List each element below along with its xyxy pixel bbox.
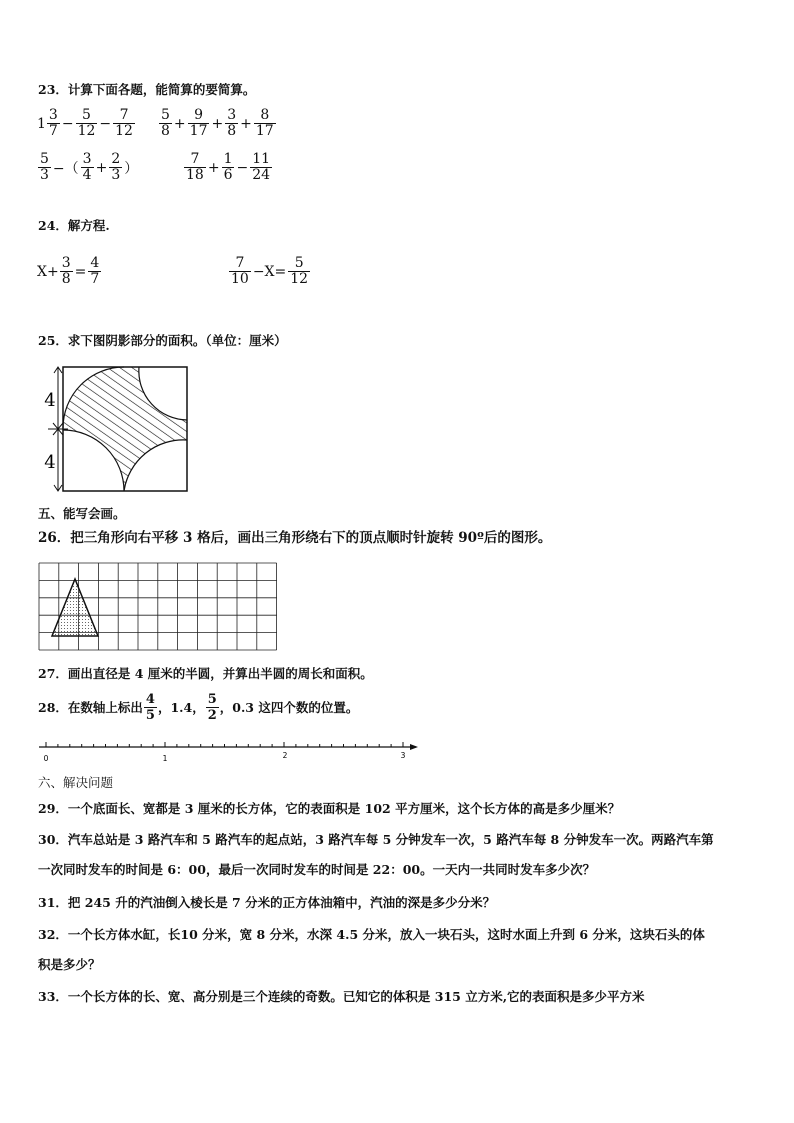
- q30-text-line2: 一次同时发车的时间是 6：00，最后一次同时发车的时间是 22：00。一天内一共同时发车多少次？: [38, 862, 596, 877]
- whole-part: 1: [37, 115, 46, 132]
- q33-text: 33．一个长方体的长、宽、高分别是三个连续的奇数。已知它的体积是 315 立方米,它的表面积是多少平方米: [38, 989, 645, 1004]
- fraction: $\frac{9}{17}$: [189, 107, 208, 139]
- q30-text-line1: 30．汽车总站是 3 路汽车和 5 路汽车的起点站，3 路汽车每 5 分钟发车一次，5 路汽车每 8 分钟发车一次。两路汽车第: [38, 832, 714, 847]
- q26-text: 26．把三角形向右平移 3 格后，画出三角形绕右下的顶点顺时针旋转 90º后的图形。: [38, 530, 552, 546]
- tick-label-0: 0: [43, 754, 49, 763]
- fraction: $\frac{3}{4}$: [82, 151, 92, 183]
- fraction: $\frac{3}{8}$: [61, 255, 71, 287]
- q24-equation-1: X+ $\frac{3}{8}$ = $\frac{4}{7}$: [37, 255, 100, 287]
- q25-heading: 25．求下图阴影部分的面积。（单位：厘米）: [38, 333, 287, 348]
- fraction: $\frac{3}{7}$: [48, 107, 58, 139]
- number-line-arrow: [410, 744, 418, 750]
- fraction: $\frac{5}{12}$: [77, 107, 96, 139]
- q23-expression-2: $\frac{5}{8}$ + $\frac{9}{17}$ + $\frac{3}{8}$ + $\frac{8}{17}$: [161, 107, 274, 139]
- fraction: $\frac{2}{3}$: [111, 151, 121, 183]
- section-6-title: 六、解决问题: [38, 775, 114, 790]
- dimension-label-top: 4: [44, 390, 56, 411]
- fraction: $\frac{7}{18}$: [186, 151, 204, 183]
- q23-expression-4: $\frac{7}{18}$ + $\frac{1}{6}$ − $\frac{11}{24}$: [186, 151, 271, 183]
- fraction: $\frac{11}{24}$: [252, 151, 271, 183]
- q27-text: 27．画出直径是 4 厘米的半圆，并算出半圆的周长和面积。: [38, 666, 373, 681]
- fraction: $\frac{1}{6}$: [223, 151, 233, 183]
- q23-expression-3: $\frac{5}{3}$ −（ $\frac{3}{4}$ + $\frac{2}{3}$ ）: [40, 151, 139, 183]
- q24-heading: 24．解方程.: [38, 218, 110, 233]
- triangle-grid: [38, 562, 280, 652]
- fraction: $\frac{5}{3}$: [40, 151, 49, 183]
- fraction: $\frac{5}{8}$: [161, 107, 170, 139]
- fraction: $\frac{7}{10}$: [231, 255, 249, 287]
- section-5-title: 五、能写会画。: [38, 506, 126, 521]
- shaded-region: [63, 367, 187, 491]
- tick-label-3: 3: [400, 751, 406, 760]
- fraction: $\frac{4}{5}$: [145, 692, 155, 723]
- dimension-label-bottom: 4: [44, 452, 56, 473]
- q29-text: 29．一个底面长、宽都是 3 厘米的长方体，它的表面积是 102 平方厘米，这个长方体的高是多少厘米？: [38, 801, 621, 816]
- fraction: $\frac{5}{2}$: [207, 692, 217, 723]
- q28-text: 28．在数轴上标出 $\frac{4}{5}$ ，1.4， $\frac{5}{2}$ ，0.3 这四个数的位置。: [38, 692, 359, 723]
- tick-label-1: 1: [162, 754, 168, 763]
- fraction: $\frac{3}{8}$: [227, 107, 237, 139]
- shaded-area-figure: [38, 362, 192, 496]
- number-line: [36, 738, 426, 768]
- q23-expression-1: 1 $\frac{3}{7}$ − $\frac{5}{12}$ − $\frac{7}{12}$: [37, 107, 133, 139]
- q31-text: 31．把 245 升的汽油倒入棱长是 7 分米的正方体油箱中，汽油的深是多少分米？: [38, 895, 496, 910]
- fraction: $\frac{5}{12}$: [290, 255, 309, 287]
- q24-equation-2: $\frac{7}{10}$ −X= $\frac{5}{12}$: [231, 255, 309, 287]
- q32-text-line2: 积是多少？: [38, 957, 101, 972]
- q23-heading: 23．计算下面各题，能简算的要简算。: [38, 82, 256, 97]
- q32-text-line1: 32．一个长方体水缸，长10 分米，宽 8 分米，水深 4.5 分米，放入一块石头，这时水面上升到 6 分米，这块石头的体: [38, 927, 705, 942]
- tick-label-2: 2: [282, 751, 288, 760]
- fraction: $\frac{7}{12}$: [115, 107, 133, 139]
- fraction: $\frac{4}{7}$: [90, 255, 100, 287]
- fraction: $\frac{8}{17}$: [255, 107, 274, 139]
